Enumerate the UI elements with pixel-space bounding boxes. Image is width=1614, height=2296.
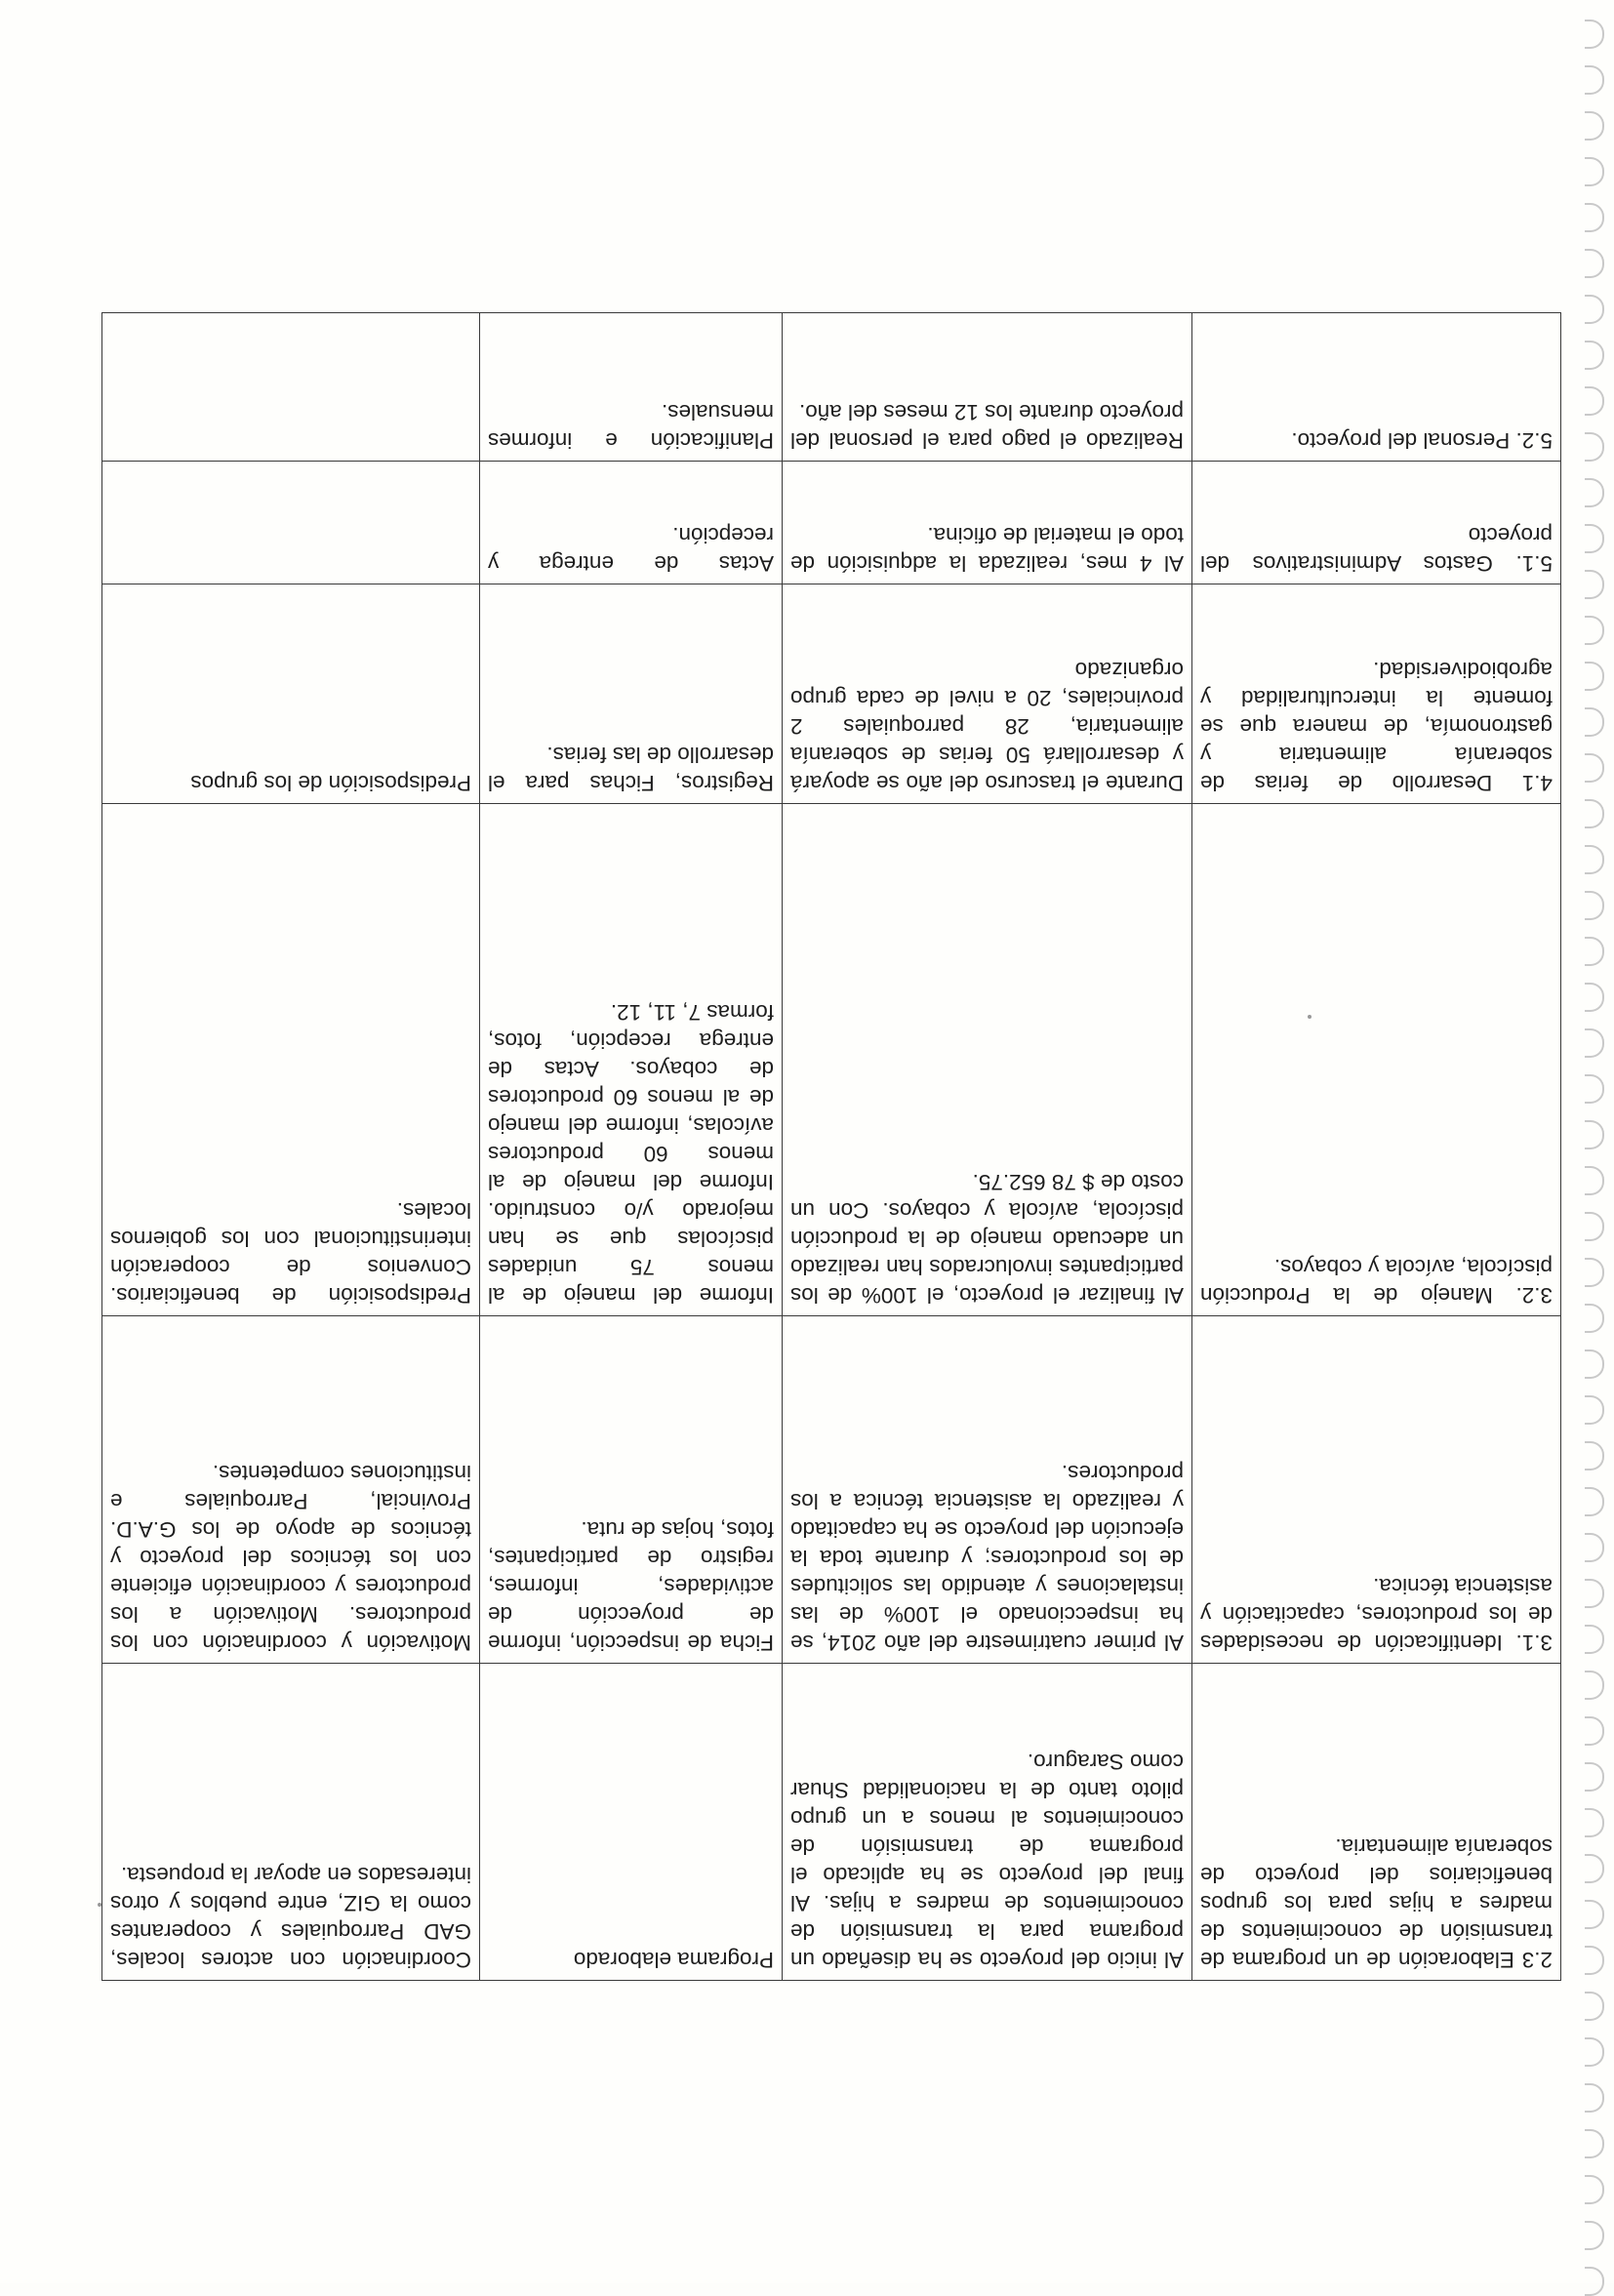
table-row [102,313,1561,462]
progress-cell: Realizado el pago para el personal del proyecto durante los 12 meses del año. [783,313,1192,462]
progress-cell: Al inicio del proyecto se ha diseñado un programa para la transmisión de conocimientos de madres a hijas. Al final del proyecto se ha aplicado el programa de transmisión de conocimientos al menos a un grupo piloto tanto de la nacionalidad Shuar como Saraguro. [783,1663,1192,1980]
binding-hole [1585,2037,1604,2067]
binding-hole [1585,937,1604,966]
binding-hole [1585,386,1604,416]
binding-hole [1585,1120,1604,1149]
binding-hole [1585,570,1604,599]
assumptions-cell: Motivación y coordinación con los productores. Motivación a los productores y coordinación eficiente con los técnicos del proyecto y técnicos de apoyo de los G.A.D. Provincial, Parroquiales e instituciones competentes. [102,1315,480,1663]
binding-hole [1585,753,1604,783]
binding-hole [1585,20,1604,49]
binding-hole [1585,203,1604,232]
progress-cell: Al primer cuatrimestre del año 2014, se ha inspeccionado el 100% de las instalaciones y atendido las solicitudes de los productores; y durante toda la ejecución del proyecto se ha capacitado y realizado la asistencia técnica a los productores. [783,1315,1192,1663]
verification-cell: Planificación e informes mensuales. [480,313,783,462]
table-row [102,804,1561,1315]
binding-hole [1585,1533,1604,1562]
table-row [102,1663,1561,1980]
binding-hole [1585,799,1604,828]
binding-hole [1585,2267,1604,2296]
binding-hole [1585,2129,1604,2158]
activity-cell: 3.2. Manejo de la Producción piscícola, avícola y cobayos. [1192,804,1561,1315]
binding-hole [1585,1074,1604,1104]
binding-hole [1585,891,1604,920]
upside-down-document [102,312,1561,1981]
binding-hole [1585,1946,1604,1975]
assumptions-cell [102,462,480,584]
table-row [102,1315,1561,1663]
binding-hole [1585,111,1604,141]
binding-hole [1585,845,1604,874]
binding-hole [1585,616,1604,645]
progress-cell: Al 4 mes, realizada la adquisición de todo el material de oficina. [783,462,1192,584]
binding-hole [1585,983,1604,1012]
binding-hole [1585,295,1604,324]
progress-cell: Durante el trascurso del año se apoyará y desarrollará 50 ferias de soberanía alimentaria, 28 parroquiales 2 provinciales, 20 a nivel de cada grupo organizado [783,584,1192,803]
binding-hole [1585,662,1604,691]
assumptions-cell: Coordinación con actores locales, GAD Parroquiales y cooperantes como la GIZ, entre pueblos y otros interesados en apoyar la propuesta. [102,1663,480,1980]
binding-hole [1585,1762,1604,1792]
activity-cell: 4.1 Desarrollo de ferias de soberanía alimentaria y gastronomía, de manera que se fomente la interculturalidad y agrobiodiversidad. [1192,584,1561,803]
verification-cell: Ficha de inspección, informe de proyección de actividades, informes, registro de participantes, fotos, hojas de ruta. [480,1315,783,1663]
binding-hole [1585,341,1604,370]
binding-hole [1585,1212,1604,1241]
progress-cell: Al finalizar el proyecto, el 100% de los participantes involucrados han realizado un adecuado manejo de la producción piscícola, avícola y cobayos. Con un costo de $ 78 652.75. [783,804,1192,1315]
binding-hole [1585,1992,1604,2021]
binding-hole [1585,1808,1604,1837]
binding-hole [1585,1671,1604,1700]
table-row [102,584,1561,803]
binding-hole [1585,1900,1604,1929]
verification-cell: Informe del manejo de al menos 75 unidades piscícolas que se han mejorado y/o construido. Informe del manejo de al menos 60 productores avícolas, informe del manejo de al menos 60 productores de cobayos. Actas de entrega recepción, fotos, formas 7, 11, 12. [480,804,783,1315]
binding-hole [1585,1487,1604,1516]
binding-hole [1585,2083,1604,2113]
binding-hole [1585,1349,1604,1379]
verification-cell: Actas de entrega y recepción. [480,462,783,584]
verification-cell: Registros, Fichas para el desarrollo de las ferias. [480,584,783,803]
spiral-binding-holes [1555,0,1614,2283]
activities-table [101,312,1561,1981]
binding-hole [1585,707,1604,737]
binding-hole [1585,1166,1604,1195]
binding-hole [1585,1716,1604,1746]
binding-hole [1585,1304,1604,1333]
activity-cell: 3.1. Identificación de necesidades de los productores, capacitación y asistencia técnica. [1192,1315,1561,1663]
binding-hole [1585,65,1604,95]
assumptions-cell: Predisposición de beneficiarios. Convenios de cooperación interinstitucional con los gobiernos locales. [102,804,480,1315]
binding-hole [1585,249,1604,278]
binding-hole [1585,1441,1604,1470]
binding-hole [1585,2175,1604,2204]
binding-hole [1585,1625,1604,1654]
assumptions-cell [102,313,480,462]
activity-cell: 5.2. Personal del proyecto. [1192,313,1561,462]
table-row [102,462,1561,584]
binding-hole [1585,157,1604,186]
activity-cell: 2.3 Elaboración de un programa de transmisión de conocimientos de madres a hijas para los grupos beneficiarios del proyecto de soberanía alimentaria. [1192,1663,1561,1980]
binding-hole [1585,1258,1604,1287]
binding-hole [1585,1854,1604,1883]
activity-cell: 5.1. Gastos Administrativos del proyecto [1192,462,1561,584]
binding-hole [1585,1579,1604,1608]
binding-hole [1585,1395,1604,1425]
binding-hole [1585,2221,1604,2250]
binding-hole [1585,1028,1604,1058]
assumptions-cell: Predisposición de los grupos [102,584,480,803]
verification-cell: Programa elaborado [480,1663,783,1980]
binding-hole [1585,524,1604,553]
binding-hole [1585,478,1604,507]
binding-hole [1585,432,1604,462]
